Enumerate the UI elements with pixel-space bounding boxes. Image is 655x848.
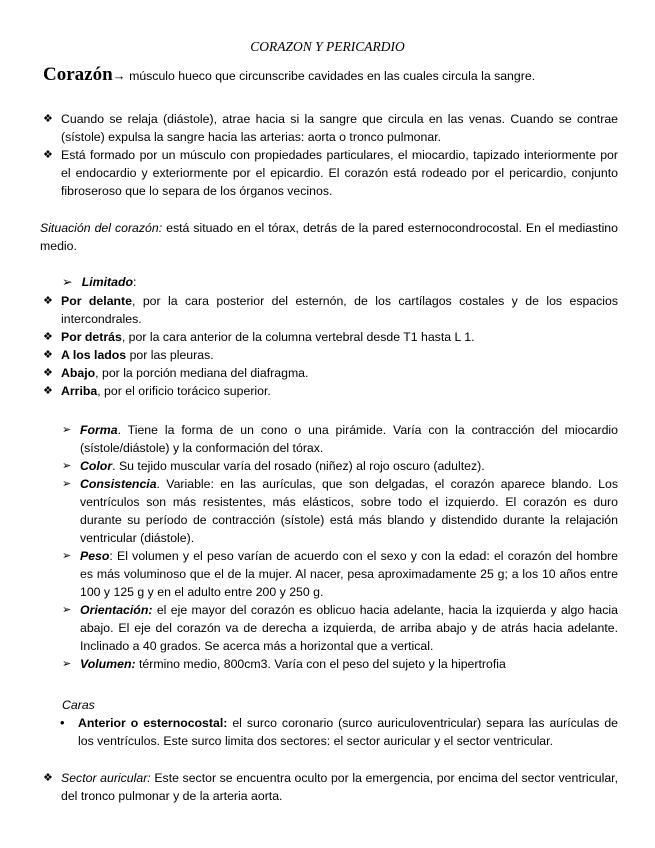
property-text: término medio, 800cm3. Varía con el peso del sujeto y la hipertrofia [135, 657, 506, 671]
arrowhead-bullet-icon: ➢ [62, 604, 72, 616]
intro-definition [43, 66, 633, 85]
limit-text: , por la cara posterior del esternón, de los cartílagos costales y de los espacios intercondrales. [61, 294, 619, 326]
right-arrow-icon: → [112, 68, 126, 83]
limitado-label: Limitado [81, 275, 133, 289]
diamond-bullet-icon: ❖ [43, 385, 53, 397]
list-item [62, 421, 618, 457]
diamond-bullet-icon: ❖ [43, 113, 53, 125]
property-label: Volumen: [80, 657, 136, 671]
list-item [43, 364, 618, 382]
property-label: Peso [80, 549, 110, 563]
list-item [43, 110, 618, 146]
limitado-heading [62, 273, 136, 291]
limit-text: , por el orificio torácico superior. [97, 384, 271, 398]
diamond-bullet-icon: ❖ [43, 295, 53, 307]
property-label: Consistencia [80, 477, 157, 491]
property-text: . Variable: en las aurículas, que son delgadas, el corazón aparece blando. Los ventrículos son más resistentes, más elásticos, sobre todo el izquierdo. El corazón es duro durante su período de contracción (sístole) está más blando y distendido durante la relajación ventricular (diástole). [80, 477, 618, 545]
property-text: el eje mayor del corazón es oblicuo hacia adelante, hacia la izquierda y algo hacia abajo. El eje del corazón va de derecha a izquierda, de arriba abajo y de atrás hacia adelante. Inclinado a 40 grados. Se acerca más a horizontal que a vertical. [80, 603, 618, 653]
list-item-text: Está formado por un músculo con propiedades particulares, el miocardio, tapizado interiormente por el endocardio y exteriormente por el epicardio. El corazón está rodeado por el pericardio, conjunto fibroseroso que lo separa de los órganos vecinos. [61, 148, 618, 198]
sector-list [43, 769, 618, 805]
property-text: : El volumen y el peso varían de acuerdo con el sexo y con la edad: el corazón del hombre es más voluminoso que el de la mujer. Al nacer, pesa aproximadamente 25 g; a los 10 años entre 100 y 125 g y en el adulto entre 200 y 250 g. [80, 549, 618, 599]
list-item [62, 475, 618, 547]
list-item [43, 382, 618, 400]
limit-label: A los lados [61, 348, 127, 362]
situacion-text: está situado en el tórax, detrás de la pared esternocondrocostal. En el mediastino medio. [40, 221, 618, 253]
list-item [43, 146, 618, 200]
bullet-list-general [43, 110, 618, 200]
list-item [62, 601, 618, 655]
limit-label: Abajo [61, 366, 96, 380]
diamond-bullet-icon: ❖ [43, 331, 53, 343]
list-item [43, 769, 618, 805]
page-title: CORAZON Y PERICARDIO [250, 39, 405, 54]
limit-text: , por la porción mediana del diafragma. [95, 366, 309, 380]
caras-list [60, 714, 618, 750]
situacion-paragraph [40, 219, 618, 255]
sector-label: Sector auricular: [61, 771, 151, 785]
intro-text: músculo hueco que circunscribe cavidades en las cuales circula la sangre. [125, 69, 536, 83]
list-item [43, 328, 618, 346]
property-text: . Su tejido muscular varía del rosado (niñez) al rojo oscuro (adultez). [112, 459, 485, 473]
cara-label: Anterior o esternocostal: [78, 716, 228, 730]
limit-label: Por detrás [61, 330, 122, 344]
diamond-bullet-icon: ❖ [43, 149, 53, 161]
property-label: Orientación: [80, 603, 153, 617]
limit-label: Por delante [61, 294, 132, 308]
arrowhead-bullet-icon: ➢ [62, 478, 72, 490]
cara-text: el surco coronario (surco auriculoventricular) separa las aurículas de los ventrículos. Este surco limita dos sectores: el sector auricular y el sector ventricular. [78, 716, 619, 748]
arrowhead-bullet-icon: ➢ [62, 275, 73, 289]
property-label: Color [80, 459, 113, 473]
list-item-text: Cuando se relaja (diástole), atrae hacia si la sangre que circula en las venas. Cuando se contrae (sístole) expulsa la sangre hacia las arterias: aorta o tronco pulmonar. [61, 112, 618, 144]
property-text: . Tiene la forma de un cono o una pirámide. Varía con la contracción del miocardio (sístole/diástole) y la conformación del tórax. [80, 423, 618, 455]
diamond-bullet-icon: ❖ [43, 772, 53, 784]
property-label: Forma [80, 423, 118, 437]
list-item [43, 292, 618, 328]
diamond-bullet-icon: ❖ [43, 349, 53, 361]
limits-list [43, 292, 618, 400]
limitado-colon: : [132, 275, 137, 289]
sector-text: Este sector se encuentra oculto por la emergencia, por encima del sector ventricular, del tronco pulmonar y de la arteria aorta. [61, 771, 618, 803]
arrowhead-bullet-icon: ➢ [62, 550, 72, 562]
intro-term: Corazón [43, 64, 113, 85]
situacion-label: Situación del corazón: [40, 221, 163, 235]
properties-list [62, 421, 618, 673]
limit-text: por las pleuras. [126, 348, 214, 362]
limit-label: Arriba [61, 384, 98, 398]
arrowhead-bullet-icon: ➢ [62, 460, 72, 472]
list-item [62, 547, 618, 601]
arrowhead-bullet-icon: ➢ [62, 424, 72, 436]
list-item [62, 655, 618, 673]
list-item [43, 346, 618, 364]
list-item [60, 714, 618, 750]
arrowhead-bullet-icon: ➢ [62, 658, 72, 670]
dot-bullet-icon: • [60, 715, 65, 730]
limit-text: , por la cara anterior de la columna vertebral desde T1 hasta L 1. [121, 330, 475, 344]
diamond-bullet-icon: ❖ [43, 367, 53, 379]
list-item [62, 457, 618, 475]
caras-heading: Caras [62, 698, 95, 712]
